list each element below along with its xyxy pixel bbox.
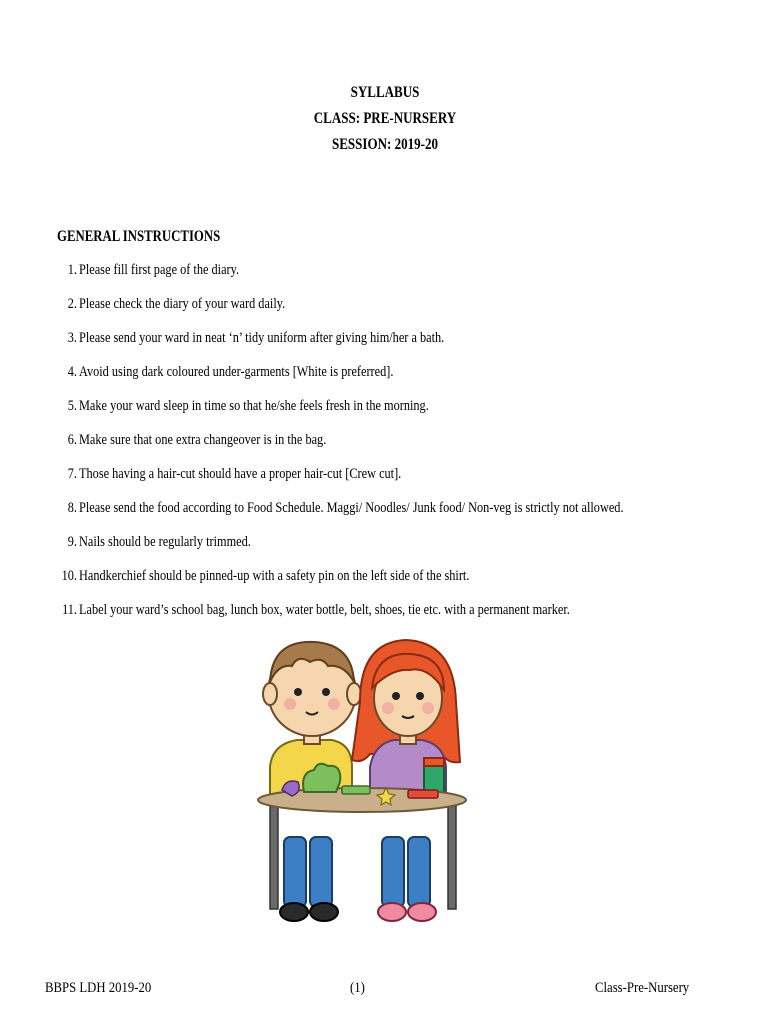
section-heading: GENERAL INSTRUCTIONS [57, 228, 221, 245]
footer-page-number: (1) [350, 980, 365, 996]
footer-school-label: BBPS LDH 2019-20 [45, 980, 152, 996]
document-title: SYLLABUS [350, 84, 420, 101]
session-label: SESSION: 2019-20 [332, 136, 438, 153]
girl-figure [352, 640, 460, 921]
document-header [0, 80, 770, 158]
class-label: CLASS: PRE-NURSERY [313, 110, 457, 127]
footer-class-label: Class-Pre-Nursery [595, 980, 690, 996]
children-at-table-illustration [252, 632, 472, 932]
